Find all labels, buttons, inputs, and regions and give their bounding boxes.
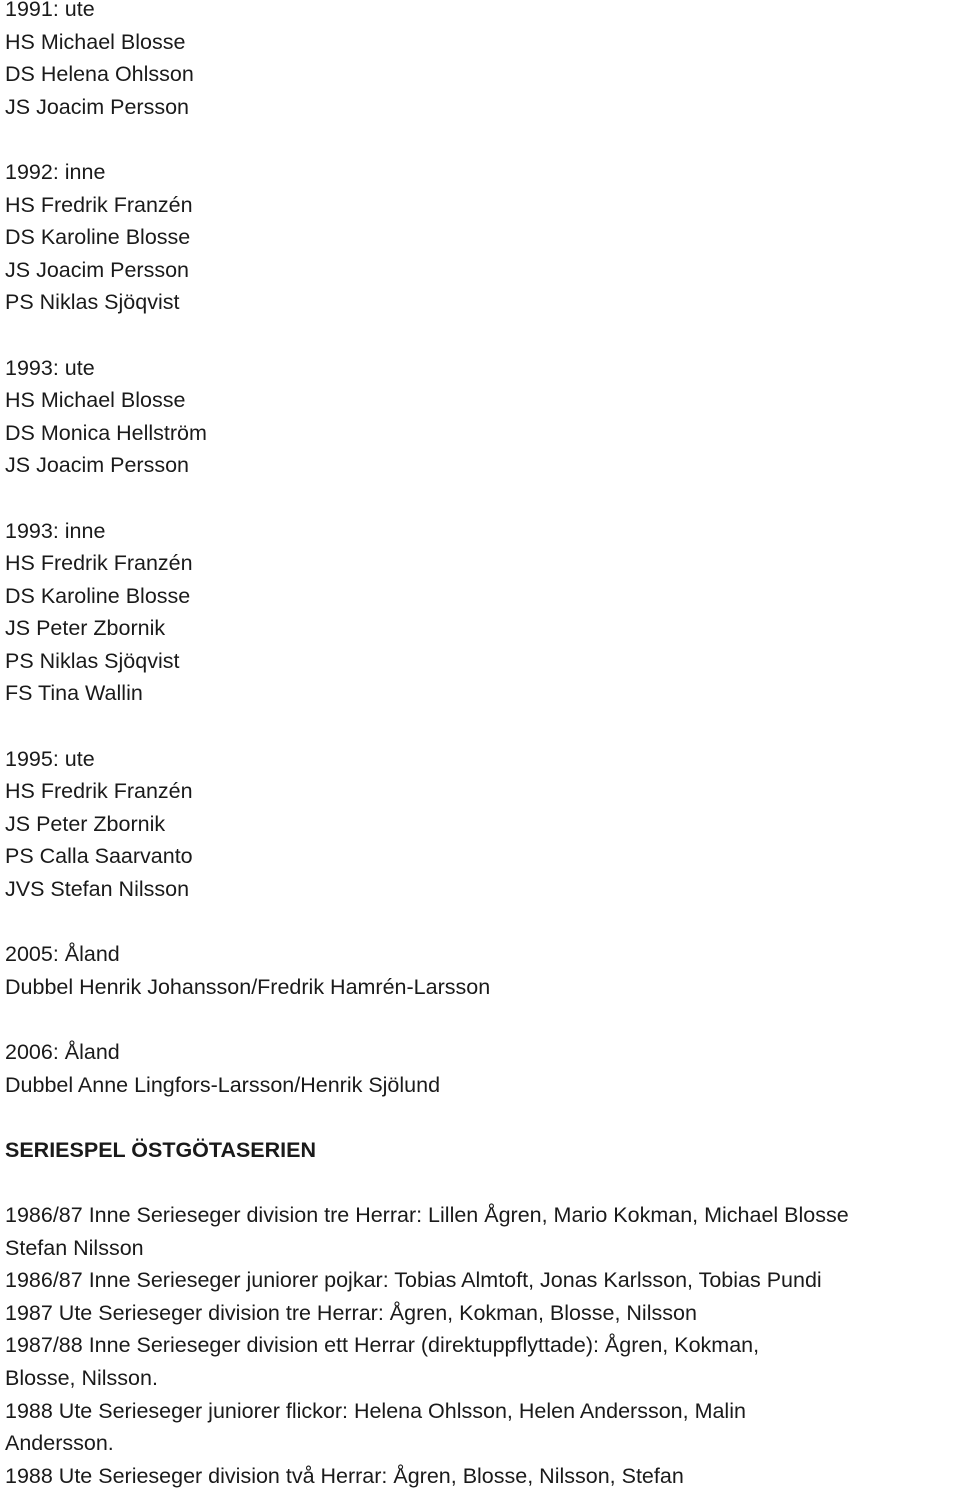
result-header: 1993: inne — [5, 518, 106, 543]
result-entry: JVS Stefan Nilsson — [5, 877, 190, 902]
result-header: 2005: Åland — [5, 942, 120, 967]
series-line: 1987/88 Inne Serieseger division ett Herrar (direktuppflyttade): Ågren, Kokman, — [5, 1333, 760, 1358]
result-entry: JS Joacim Persson — [5, 94, 190, 119]
series-line: 1988 Ute Serieseger juniorer flickor: Helena Ohlsson, Helen Andersson, Malin — [5, 1398, 746, 1423]
result-block — [5, 0, 955, 123]
result-entry: PS Niklas Sjöqvist — [5, 648, 180, 673]
result-entry: JS Joacim Persson — [5, 257, 190, 282]
series-line: 1988 Ute Serieseger division två Herrar: Ågren, Blosse, Nilsson, Stefan — [5, 1463, 684, 1488]
result-header: 2006: Åland — [5, 1040, 120, 1064]
block-spacer — [5, 710, 955, 743]
block-spacer — [5, 1101, 955, 1134]
result-entry: DS Karoline Blosse — [5, 583, 191, 608]
result-header: 1995: ute — [5, 746, 95, 771]
block-spacer — [5, 482, 955, 515]
result-entry: DS Helena Ohlsson — [5, 62, 194, 87]
series-section — [5, 1134, 955, 1492]
result-entry: FS Tina Wallin — [5, 681, 143, 706]
result-block — [5, 352, 955, 482]
result-block — [5, 1036, 955, 1101]
series-line: 1987 Ute Serieseger division tre Herrar: Ågren, Kokman, Blosse, Nilsson — [5, 1300, 697, 1325]
result-header: 1992: inne — [5, 159, 106, 184]
result-entry: DS Karoline Blosse — [5, 225, 191, 250]
block-spacer — [5, 123, 955, 156]
result-entry: HS Michael Blosse — [5, 388, 186, 413]
block-spacer — [5, 319, 955, 352]
result-entry: HS Michael Blosse — [5, 29, 186, 54]
document-page — [5, 0, 955, 1492]
series-line: 1986/87 Inne Serieseger division tre Herrar: Lillen Ågren, Mario Kokman, Michael Blosse — [5, 1202, 849, 1227]
result-header: 1991: ute — [5, 0, 95, 21]
result-entry: Dubbel Anne Lingfors-Larsson/Henrik Sjölund — [5, 1072, 441, 1097]
result-entry: PS Niklas Sjöqvist — [5, 290, 180, 315]
result-block — [5, 743, 955, 906]
series-line: Stefan Nilsson — [5, 1235, 144, 1260]
series-line: 1986/87 Inne Serieseger juniorer pojkar: Tobias Almtoft, Jonas Karlsson, Tobias Pundi — [5, 1268, 822, 1293]
result-header: 1993: ute — [5, 355, 95, 380]
block-spacer — [5, 1003, 955, 1036]
result-entry: PS Calla Saarvanto — [5, 844, 193, 869]
result-entry: Dubbel Henrik Johansson/Fredrik Hamrén-Larsson — [5, 974, 491, 999]
result-entry: HS Fredrik Franzén — [5, 192, 193, 217]
result-entry: JS Joacim Persson — [5, 453, 190, 478]
result-entry: JS Peter Zbornik — [5, 616, 166, 641]
result-entry: HS Fredrik Franzén — [5, 551, 193, 576]
series-line: Andersson. — [5, 1431, 114, 1456]
block-spacer — [5, 906, 955, 939]
result-block — [5, 938, 955, 1003]
block-spacer — [5, 1166, 955, 1199]
result-entry: DS Monica Hellström — [5, 420, 207, 445]
series-line: Blosse, Nilsson. — [5, 1365, 158, 1390]
result-block — [5, 156, 955, 319]
result-entry: JS Peter Zbornik — [5, 811, 166, 836]
result-entry: HS Fredrik Franzén — [5, 779, 193, 804]
series-heading: SERIESPEL ÖSTGÖTASERIEN — [5, 1137, 317, 1162]
result-block — [5, 515, 955, 711]
